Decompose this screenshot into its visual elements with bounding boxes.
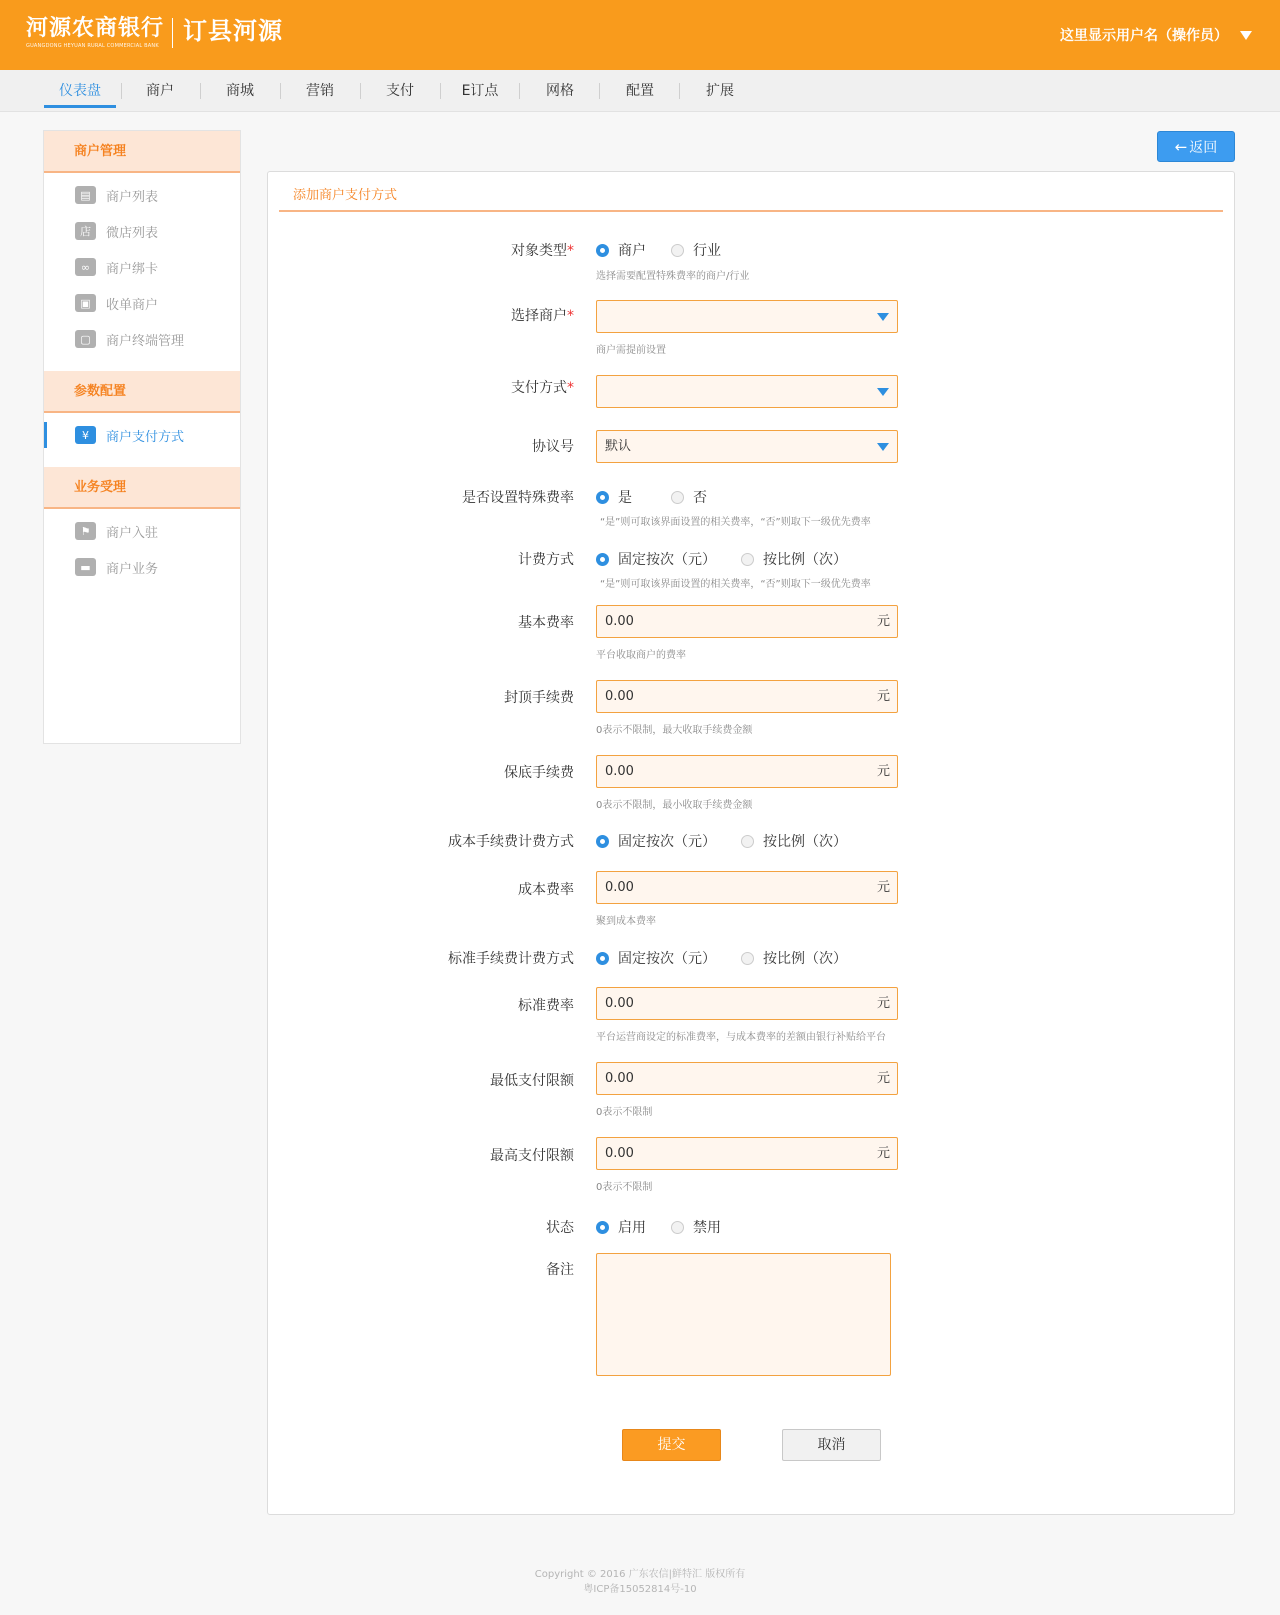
target-type-hint: 选择需要配置特殊费率的商户/行业 bbox=[596, 271, 750, 282]
dropdown-arrow-icon bbox=[877, 313, 889, 321]
terminal-icon: ▢ bbox=[75, 330, 96, 348]
radio-checked-icon bbox=[596, 835, 609, 848]
sidebar-item-label: 收单商户 bbox=[106, 297, 159, 313]
nav-divider bbox=[599, 83, 600, 99]
remark-label: 备注 bbox=[546, 1262, 574, 1278]
shop-icon: 店 bbox=[75, 222, 96, 240]
cancel-button[interactable]: 取消 bbox=[782, 1429, 881, 1461]
back-button-label: 返回 bbox=[1189, 139, 1218, 156]
dropdown-arrow-icon bbox=[877, 388, 889, 396]
panel-title-underline bbox=[279, 210, 1223, 212]
sidebar-item-acquiring-merchant[interactable] bbox=[44, 285, 240, 321]
special-rate-yes-radio[interactable]: 是 bbox=[596, 487, 632, 507]
min-limit-input[interactable]: 0.00 元 bbox=[596, 1062, 898, 1095]
special-rate-label: 是否设置特殊费率 bbox=[462, 490, 574, 506]
sidebar-item-merchant-business[interactable] bbox=[44, 549, 240, 585]
radio-checked-icon bbox=[596, 244, 609, 257]
sidebar-item-label: 商户业务 bbox=[106, 561, 159, 577]
target-type-label: 对象类型* bbox=[511, 243, 574, 259]
sidebar-item-label: 商户支付方式 bbox=[106, 429, 185, 445]
min-fee-hint: 0表示不限制，最小收取手续费金额 bbox=[596, 800, 753, 811]
briefcase-icon: ▬ bbox=[75, 558, 96, 576]
min-fee-input[interactable]: 0.00 元 bbox=[596, 755, 898, 788]
nav-divider bbox=[200, 83, 201, 99]
radio-unchecked-icon bbox=[741, 553, 754, 566]
cost-rate-label: 成本费率 bbox=[518, 882, 574, 898]
merchant-label: 选择商户* bbox=[511, 308, 574, 324]
sidebar-item-terminal-management[interactable] bbox=[44, 321, 240, 357]
nav-marketing[interactable]: 营销 bbox=[306, 83, 334, 99]
sidebar-item-micro-shop-list[interactable] bbox=[44, 213, 240, 249]
nav-payment[interactable]: 支付 bbox=[386, 83, 414, 99]
sidebar-item-label: 商户绑卡 bbox=[106, 261, 159, 277]
std-rate-label: 标准费率 bbox=[518, 998, 574, 1014]
pay-method-select[interactable] bbox=[596, 375, 898, 408]
base-rate-hint: 平台收取商户的费率 bbox=[596, 650, 686, 661]
max-limit-label: 最高支付限额 bbox=[490, 1148, 574, 1164]
radio-unchecked-icon bbox=[741, 952, 754, 965]
sidebar-group-merchant-management[interactable]: 商户管理 bbox=[44, 131, 240, 173]
copyright-text: Copyright © 2016 广东农信|鲜特汇 版权所有 bbox=[534, 1569, 746, 1580]
nav-config[interactable]: 配置 bbox=[626, 83, 654, 99]
store-icon: ▤ bbox=[75, 186, 96, 204]
std-ratio-radio[interactable]: 按比例（次） bbox=[741, 948, 847, 968]
caret-down-icon bbox=[1240, 31, 1252, 40]
special-rate-hint: “是”则可取该界面设置的相关费率，“否”则取下一级优先费率 bbox=[600, 517, 871, 528]
pay-method-label: 支付方式* bbox=[511, 380, 574, 396]
radio-checked-icon bbox=[596, 1221, 609, 1234]
sidebar-group-parameter-config[interactable]: 参数配置 bbox=[44, 371, 240, 413]
sidebar-item-merchant-onboarding[interactable] bbox=[44, 513, 240, 549]
nav-mall[interactable]: 商城 bbox=[226, 83, 254, 99]
std-rate-hint: 平台运营商设定的标准费率，与成本费率的差额由银行补贴给平台 bbox=[596, 1032, 886, 1043]
sidebar-item-merchant-card[interactable] bbox=[44, 249, 240, 285]
cost-rate-input[interactable]: 0.00 元 bbox=[596, 871, 898, 904]
cost-rate-hint: 聚到成本费率 bbox=[596, 916, 656, 927]
back-button[interactable] bbox=[1157, 131, 1235, 162]
nav-grid[interactable]: 网格 bbox=[546, 83, 574, 99]
base-rate-input[interactable]: 0.00 元 bbox=[596, 605, 898, 638]
arrow-left-icon: ← bbox=[1174, 137, 1188, 156]
std-rate-input[interactable]: 0.00 元 bbox=[596, 987, 898, 1020]
nav-divider bbox=[360, 83, 361, 99]
nav-divider bbox=[121, 83, 122, 99]
agreement-label: 协议号 bbox=[532, 439, 574, 455]
logo-divider bbox=[172, 18, 173, 48]
radio-unchecked-icon bbox=[671, 1221, 684, 1234]
cap-fee-input[interactable]: 0.00 元 bbox=[596, 680, 898, 713]
icp-text: 粤ICP备15052814号-10 bbox=[583, 1584, 697, 1595]
user-name: 这里显示用户名（操作员） bbox=[1060, 28, 1228, 44]
billing-ratio-radio[interactable]: 按比例（次） bbox=[741, 549, 847, 569]
main-nav bbox=[0, 70, 1280, 112]
receipt-icon: ▣ bbox=[75, 294, 96, 312]
logo-text: 河源农商银行 bbox=[26, 16, 165, 41]
sidebar-item-label: 商户入驻 bbox=[106, 525, 159, 541]
nav-dashboard[interactable]: 仪表盘 bbox=[44, 70, 116, 112]
agreement-select[interactable]: 默认 bbox=[596, 430, 898, 463]
bank-logo bbox=[26, 16, 283, 52]
user-menu[interactable] bbox=[1060, 25, 1252, 45]
flag-icon: ⚑ bbox=[75, 522, 96, 540]
panel-title: 添加商户支付方式 bbox=[293, 188, 398, 203]
sidebar-item-payment-method[interactable] bbox=[44, 417, 240, 453]
radio-checked-icon bbox=[596, 952, 609, 965]
target-type-industry-radio[interactable]: 行业 bbox=[671, 240, 721, 260]
nav-divider bbox=[519, 83, 520, 99]
nav-extend[interactable]: 扩展 bbox=[706, 83, 734, 99]
radio-checked-icon bbox=[596, 553, 609, 566]
nav-divider bbox=[440, 83, 441, 99]
radio-unchecked-icon bbox=[741, 835, 754, 848]
sidebar-item-label: 商户终端管理 bbox=[106, 333, 185, 349]
sidebar-group-business[interactable]: 业务受理 bbox=[44, 467, 240, 509]
nav-divider bbox=[280, 83, 281, 99]
cost-method-label: 成本手续费计费方式 bbox=[448, 834, 574, 850]
min-fee-label: 保底手续费 bbox=[504, 765, 574, 781]
cost-ratio-radio[interactable]: 按比例（次） bbox=[741, 831, 847, 851]
std-fixed-radio[interactable]: 固定按次（元） bbox=[596, 948, 716, 968]
cost-fixed-radio[interactable]: 固定按次（元） bbox=[596, 831, 716, 851]
logo-subtext: GUANGDONG HEYUAN RURAL COMMERCIAL BANK bbox=[26, 43, 159, 49]
yuan-icon: ¥ bbox=[75, 426, 96, 444]
cap-fee-hint: 0表示不限制，最大收取手续费金额 bbox=[596, 725, 753, 736]
radio-unchecked-icon bbox=[671, 491, 684, 504]
status-disabled-radio[interactable]: 禁用 bbox=[671, 1217, 721, 1237]
std-method-label: 标准手续费计费方式 bbox=[448, 951, 574, 967]
billing-fixed-radio[interactable]: 固定按次（元） bbox=[596, 549, 716, 569]
nav-e-order[interactable]: E订点 bbox=[461, 83, 499, 99]
sidebar-item-merchant-list[interactable] bbox=[44, 177, 240, 213]
sidebar-item-label: 微店列表 bbox=[106, 225, 159, 241]
status-label: 状态 bbox=[546, 1220, 574, 1236]
sidebar bbox=[43, 130, 241, 744]
target-type-merchant-radio[interactable]: 商户 bbox=[596, 240, 646, 260]
nav-divider bbox=[679, 83, 680, 99]
max-limit-input[interactable]: 0.00 元 bbox=[596, 1137, 898, 1170]
sidebar-item-label: 商户列表 bbox=[106, 189, 159, 205]
billing-method-label: 计费方式 bbox=[518, 552, 574, 568]
submit-button[interactable]: 提交 bbox=[622, 1429, 721, 1461]
special-rate-no-radio[interactable]: 否 bbox=[671, 487, 707, 507]
merchant-hint: 商户需提前设置 bbox=[596, 345, 666, 356]
max-limit-hint: 0表示不限制 bbox=[596, 1182, 653, 1193]
link-icon: ∞ bbox=[75, 258, 96, 276]
radio-checked-icon bbox=[596, 491, 609, 504]
footer bbox=[0, 1567, 1280, 1597]
status-enabled-radio[interactable]: 启用 bbox=[596, 1217, 646, 1237]
radio-unchecked-icon bbox=[671, 244, 684, 257]
min-limit-label: 最低支付限额 bbox=[490, 1073, 574, 1089]
remark-textarea[interactable] bbox=[596, 1253, 891, 1376]
min-limit-hint: 0表示不限制 bbox=[596, 1107, 653, 1118]
nav-merchant[interactable]: 商户 bbox=[146, 83, 174, 99]
cap-fee-label: 封顶手续费 bbox=[504, 690, 574, 706]
base-rate-label: 基本费率 bbox=[518, 615, 574, 631]
top-header bbox=[0, 0, 1280, 70]
merchant-select[interactable] bbox=[596, 300, 898, 333]
logo-slogan: 订县河源 bbox=[183, 17, 284, 45]
dropdown-arrow-icon bbox=[877, 443, 889, 451]
billing-method-hint: “是”则可取该界面设置的相关费率，“否”则取下一级优先费率 bbox=[600, 579, 871, 590]
